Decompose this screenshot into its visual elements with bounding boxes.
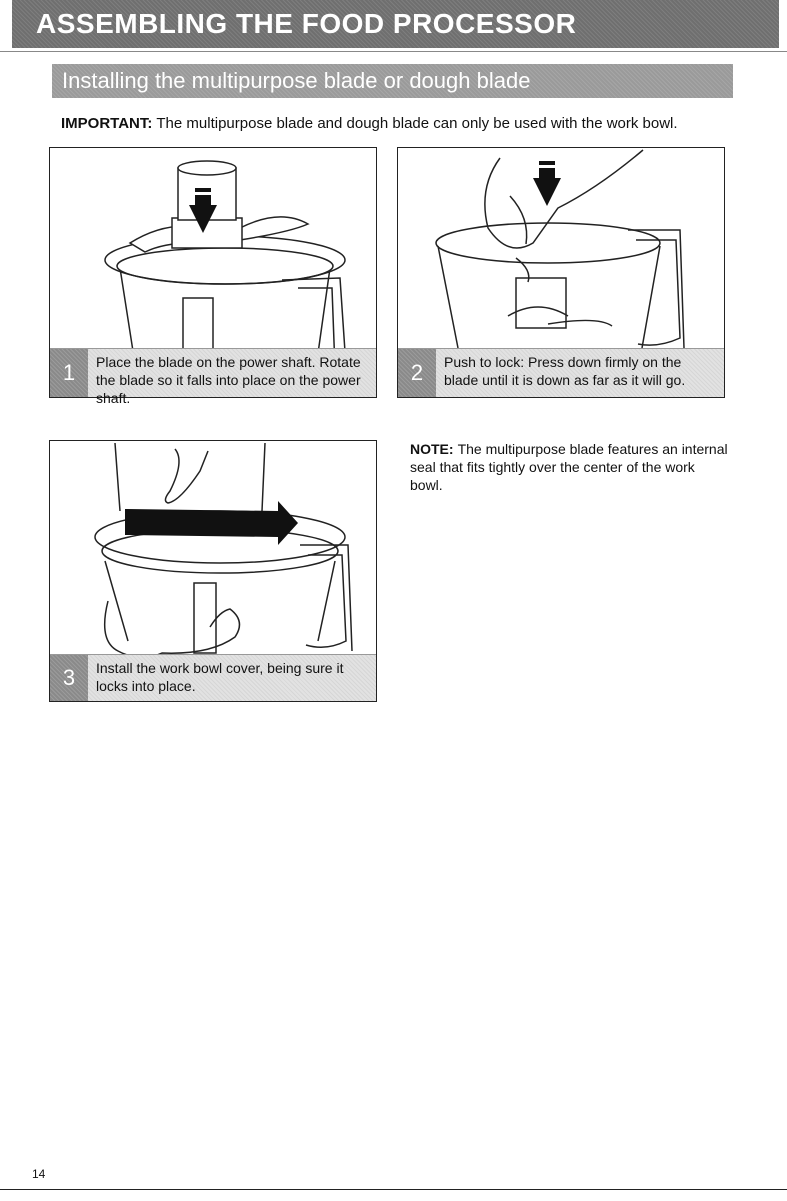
- section-heading: Installing the multipurpose blade or dough blade: [62, 68, 531, 93]
- note-text: The multipurpose blade features an internal seal that fits tightly over the center of the work bowl.: [410, 441, 728, 493]
- step-2-caption: [398, 348, 724, 397]
- step-1-text: Place the blade on the power shaft. Rotate the blade so it falls into place on the power shaft.: [96, 354, 361, 406]
- step-2-text: Push to lock: Press down firmly on the blade until it is down as far as it will go.: [444, 354, 686, 388]
- step-2-panel: [397, 147, 725, 398]
- page-title-banner: [12, 0, 779, 48]
- step-3-panel: [49, 440, 377, 702]
- step-1-number: 1: [50, 349, 88, 397]
- page-title: ASSEMBLING THE FOOD PROCESSOR: [36, 8, 577, 39]
- important-label: IMPORTANT:: [61, 115, 153, 132]
- step-1-caption: [50, 348, 376, 406]
- important-text: The multipurpose blade and dough blade can only be used with the work bowl.: [156, 115, 678, 132]
- note-block: [410, 440, 730, 494]
- step-1-panel: [49, 147, 377, 406]
- footer-divider: [0, 1189, 787, 1190]
- step-3-text: Install the work bowl cover, being sure it locks into place.: [96, 660, 344, 694]
- step-3-caption: [50, 654, 376, 701]
- banner-divider: [0, 51, 787, 52]
- note-label: NOTE:: [410, 441, 454, 457]
- step-2-number: 2: [398, 349, 436, 397]
- section-heading-banner: [52, 64, 733, 98]
- important-notice: [61, 115, 741, 132]
- page-number: 14: [32, 1167, 46, 1181]
- step-3-number: 3: [50, 655, 88, 701]
